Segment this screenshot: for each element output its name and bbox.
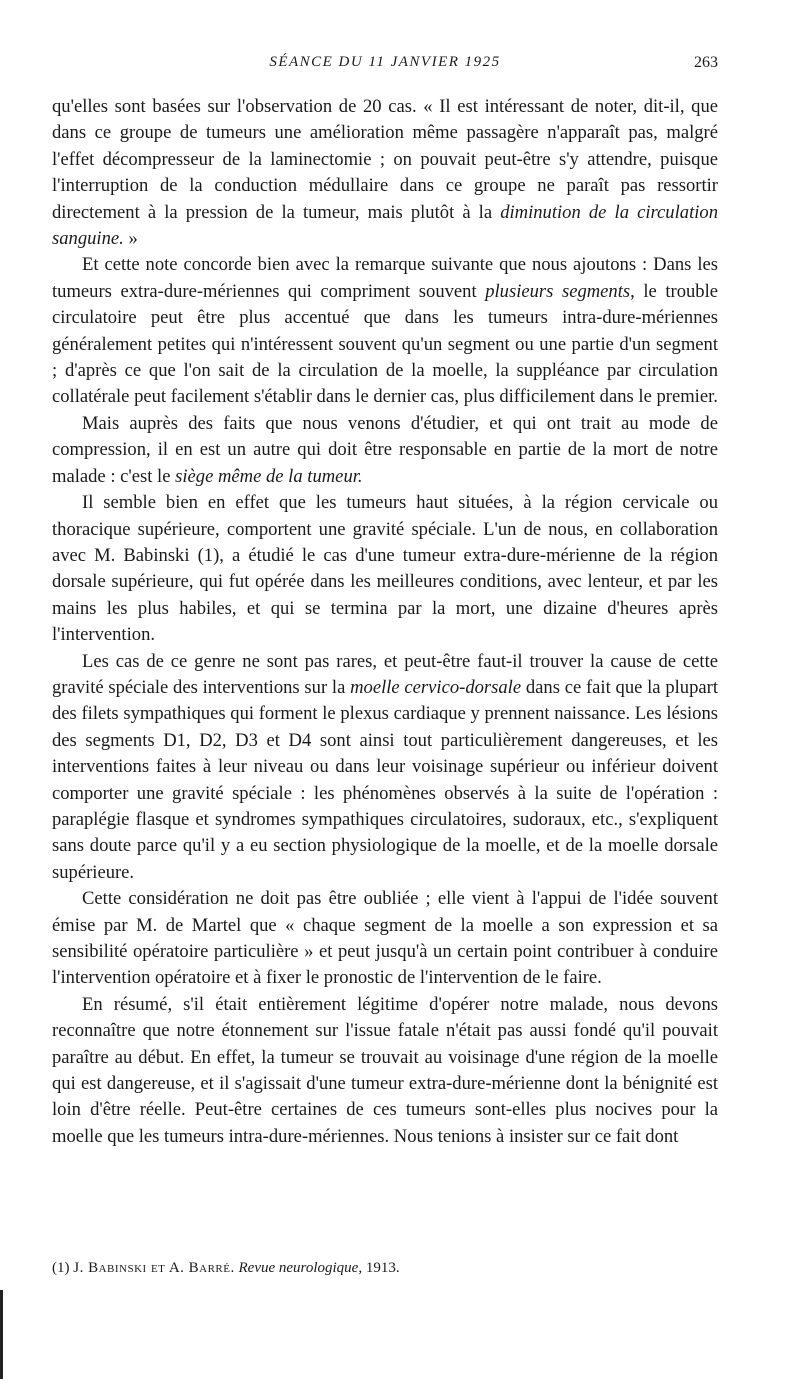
paragraph-1-text: qu'elles sont basées sur l'observation de 20 cas. « Il est intéressant de noter, dit-il, que dans ce groupe de tumeurs une amélioration même passagère n'apparaît pas, malgré l'effet décompresseur de la laminectomie ; on pouvait peut-être s'y attendre, puisque l'interruption de la conduction médullaire dans ce groupe ne paraît pas ressortir directement à la pression de la tumeur, mais plutôt à la [52, 96, 718, 223]
paragraph-7-text: En résumé, s'il était entièrement légitime d'opérer notre malade, nous devons reconnaître que notre étonnement sur l'issue fatale n'était pas aussi fondé qu'il pouvait paraître au début. En effet, la tumeur se trouvait au voisinage d'une région de la moelle qui est dangereuse, et il s'agissait d'une tumeur extra-dure-mérienne dont la bénignité est loin d'être réelle. Peut-être certaines de ces tumeurs sont-elles plus nocives pour la moelle que les tumeurs intra-dure-mériennes. Nous tenions à insister sur ce fait dont [52, 993, 718, 1147]
margin-edge-line [0, 1290, 3, 1379]
paragraph-2-tail: , le trouble circulatoire peut être plus accentué que dans les tumeurs intra-dure-mériennes généralement petites qui n'intéressent souvent qu'un segment ou une partie d'un segment ; d'après ce que l'on sait de la circulation de la moelle, la suppléance par circulation collatérale peut facilement s'établir dans le dernier cas, plus difficilement dans le premier. [52, 280, 718, 408]
paragraph-5-tail: dans ce fait que la plupart des filets sympathiques qui forment le plexus cardiaque y prennent naissance. Les lésions des segments D1, D2, D3 et D4 sont ainsi tout particulièrement dangereuses, et les interventions faites à leur niveau ou dans leur voisinage supérieur ou inférieur doivent comporter une gravité spéciale : les phénomènes observés à la suite de l'opération : paraplégie flasque et syndromes sympathiques circulatoires, sudoraux, etc., s'expliquent sans doute parce qu'il y a eu section physiologique de la moelle, et de la moelle dorsale supérieure. [52, 676, 718, 883]
footnote-year: 1913. [365, 1260, 400, 1276]
footnote [52, 1258, 718, 1278]
footnote-authors: J. Babinski et A. Barré. [73, 1260, 235, 1276]
page-number: 263 [694, 54, 718, 71]
paragraph-1 [52, 94, 718, 252]
paragraph-3 [52, 411, 718, 490]
paragraph-2-text: Et cette note concorde bien avec la remarque suivante que nous ajoutons : Dans les tumeurs extra-dure-mériennes qui compriment souvent [52, 254, 718, 302]
paragraph-1-italic: diminution de la circulation sanguine. [52, 201, 718, 250]
paragraph-2 [52, 252, 718, 410]
paragraph-5-italic: moelle cervico-dorsale [350, 676, 522, 698]
paragraph-5 [52, 649, 718, 887]
body-text [52, 94, 718, 1150]
paragraph-5-text: Les cas de ce genre ne sont pas rares, et peut-être faut-il trouver la cause de cette gravité spéciale des interventions sur la [52, 650, 718, 698]
paragraph-7 [52, 992, 718, 1150]
running-head [52, 54, 718, 78]
footnote-journal: Revue neurologique, [238, 1260, 363, 1276]
paragraph-3-italic: siège même de la tumeur. [175, 465, 363, 487]
paragraph-2-italic: plusieurs segments [485, 280, 631, 302]
running-head-title: SÉANCE DU 11 JANVIER 1925 [269, 54, 501, 70]
paragraph-3-text: Mais auprès des faits que nous venons d'étudier, et qui ont trait au mode de compression, il en est un autre qui doit être responsable en partie de la mort de notre malade : c'est le [52, 412, 718, 487]
footnote-marker: (1) [52, 1260, 70, 1276]
paragraph-1-tail: » [123, 228, 138, 250]
paragraph-4 [52, 490, 718, 648]
paragraph-4-text: Il semble bien en effet que les tumeurs haut situées, à la région cervicale ou thoracique supérieure, comportent une gravité spéciale. L'un de nous, en collaboration avec M. Babinski (1), a étudié le cas d'une tumeur extra-dure-mérienne de la région dorsale supérieure, qui fut opérée dans les meilleures conditions, avec lenteur, et par les mains les plus habiles, et qui se termina par la mort, une dizaine d'heures après l'intervention. [52, 492, 718, 646]
paragraph-6-text: Cette considération ne doit pas être oubliée ; elle vient à l'appui de l'idée souvent émise par M. de Martel que « chaque segment de la moelle a son expression et sa sensibilité opératoire particulière » et peut jusqu'à un certain point contribuer à conduire l'intervention opératoire et à fixer le pronostic de l'intervention de le faire. [52, 888, 718, 989]
paragraph-6 [52, 886, 718, 992]
